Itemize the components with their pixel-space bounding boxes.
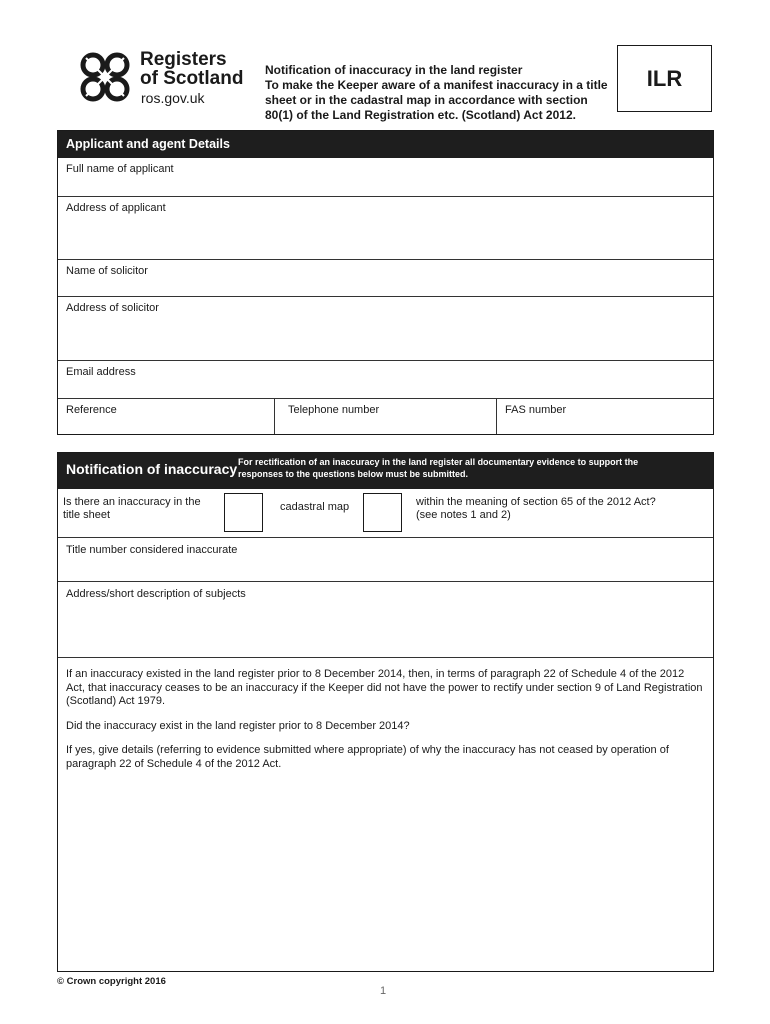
- telephone-label: Telephone number: [288, 404, 380, 416]
- form-code-box: ILR: [617, 45, 712, 112]
- cadastral-map-label: cadastral map: [280, 501, 350, 513]
- solicitor-address-label: Address of solicitor: [66, 302, 159, 314]
- notification-section-title: Notification of inaccuracy: [66, 461, 238, 477]
- email-field[interactable]: [58, 360, 713, 398]
- full-name-label: Full name of applicant: [66, 163, 174, 175]
- title-number-label: Title number considered inaccurate: [66, 544, 238, 556]
- form-title: Notification of inaccuracy in the land register: [265, 63, 523, 77]
- form-purpose: To make the Keeper aware of a manifest inaccuracy in a title sheet or in the cadastral map in accordance with section 80(1) of the Land Registration etc. (Scotland) Act 2012.: [265, 78, 608, 122]
- form-intro: [265, 63, 610, 123]
- address-subjects-field[interactable]: [58, 581, 713, 657]
- brand-name-line2: of Scotland: [140, 68, 244, 89]
- divider: [496, 399, 497, 434]
- title-sheet-question: Is there an inaccuracy in the title sheet: [63, 496, 201, 521]
- inaccuracy-question-row: [58, 489, 713, 537]
- schedule-paragraph: If an inaccuracy existed in the land register prior to 8 December 2014, then, in terms of paragraph 22 of Schedule 4 of the 2012 Act, that inaccuracy ceases to be an inaccuracy if the Keeper did not have the power to rectify under section 9 of Land Registration (Scotland) Act 1979.: [66, 668, 703, 707]
- cadastral-map-checkbox[interactable]: [363, 493, 402, 532]
- details-instruction: If yes, give details (referring to evidence submitted where appropriate) of why the inaccuracy has not ceased by operation of paragraph 22 of Schedule 4 of the 2012 Act.: [66, 744, 669, 770]
- address-applicant-field[interactable]: [58, 196, 713, 259]
- divider: [274, 399, 275, 434]
- inaccuracy-details-field[interactable]: [58, 657, 713, 971]
- meaning-text: within the meaning of section 65 of the 2012 Act?: [416, 496, 656, 508]
- applicant-section: [57, 130, 714, 435]
- page-number: 1: [380, 985, 387, 997]
- registers-of-scotland-logo-icon: [78, 50, 132, 104]
- solicitor-name-field[interactable]: [58, 259, 713, 296]
- meaning-text-block: [416, 496, 656, 522]
- title-number-field[interactable]: [58, 537, 713, 581]
- prior-existence-question: Did the inaccuracy exist in the land register prior to 8 December 2014?: [66, 719, 410, 732]
- brand-name: [140, 50, 243, 88]
- address-subjects-label: Address/short description of subjects: [66, 588, 246, 600]
- notification-section-header: [58, 453, 713, 489]
- email-label: Email address: [66, 366, 136, 378]
- fas-number-label: FAS number: [505, 404, 567, 416]
- reference-label: Reference: [66, 404, 117, 416]
- reference-row: [58, 398, 713, 434]
- applicant-section-title: Applicant and agent Details: [58, 131, 713, 158]
- address-applicant-label: Address of applicant: [66, 202, 166, 214]
- title-sheet-checkbox[interactable]: [224, 493, 263, 532]
- brand-url: ros.gov.uk: [141, 90, 205, 106]
- notes-reference: (see notes 1 and 2): [416, 509, 511, 521]
- copyright-notice: © Crown copyright 2016: [57, 976, 166, 987]
- notification-section: [57, 452, 714, 972]
- solicitor-address-field[interactable]: [58, 296, 713, 360]
- full-name-field[interactable]: [58, 158, 713, 196]
- solicitor-name-label: Name of solicitor: [66, 265, 148, 277]
- brand-name-line1: Registers: [140, 49, 227, 70]
- evidence-note: For rectification of an inaccuracy in the land register all documentary evidence to support the responses to the questions below must be submitted.: [238, 457, 639, 479]
